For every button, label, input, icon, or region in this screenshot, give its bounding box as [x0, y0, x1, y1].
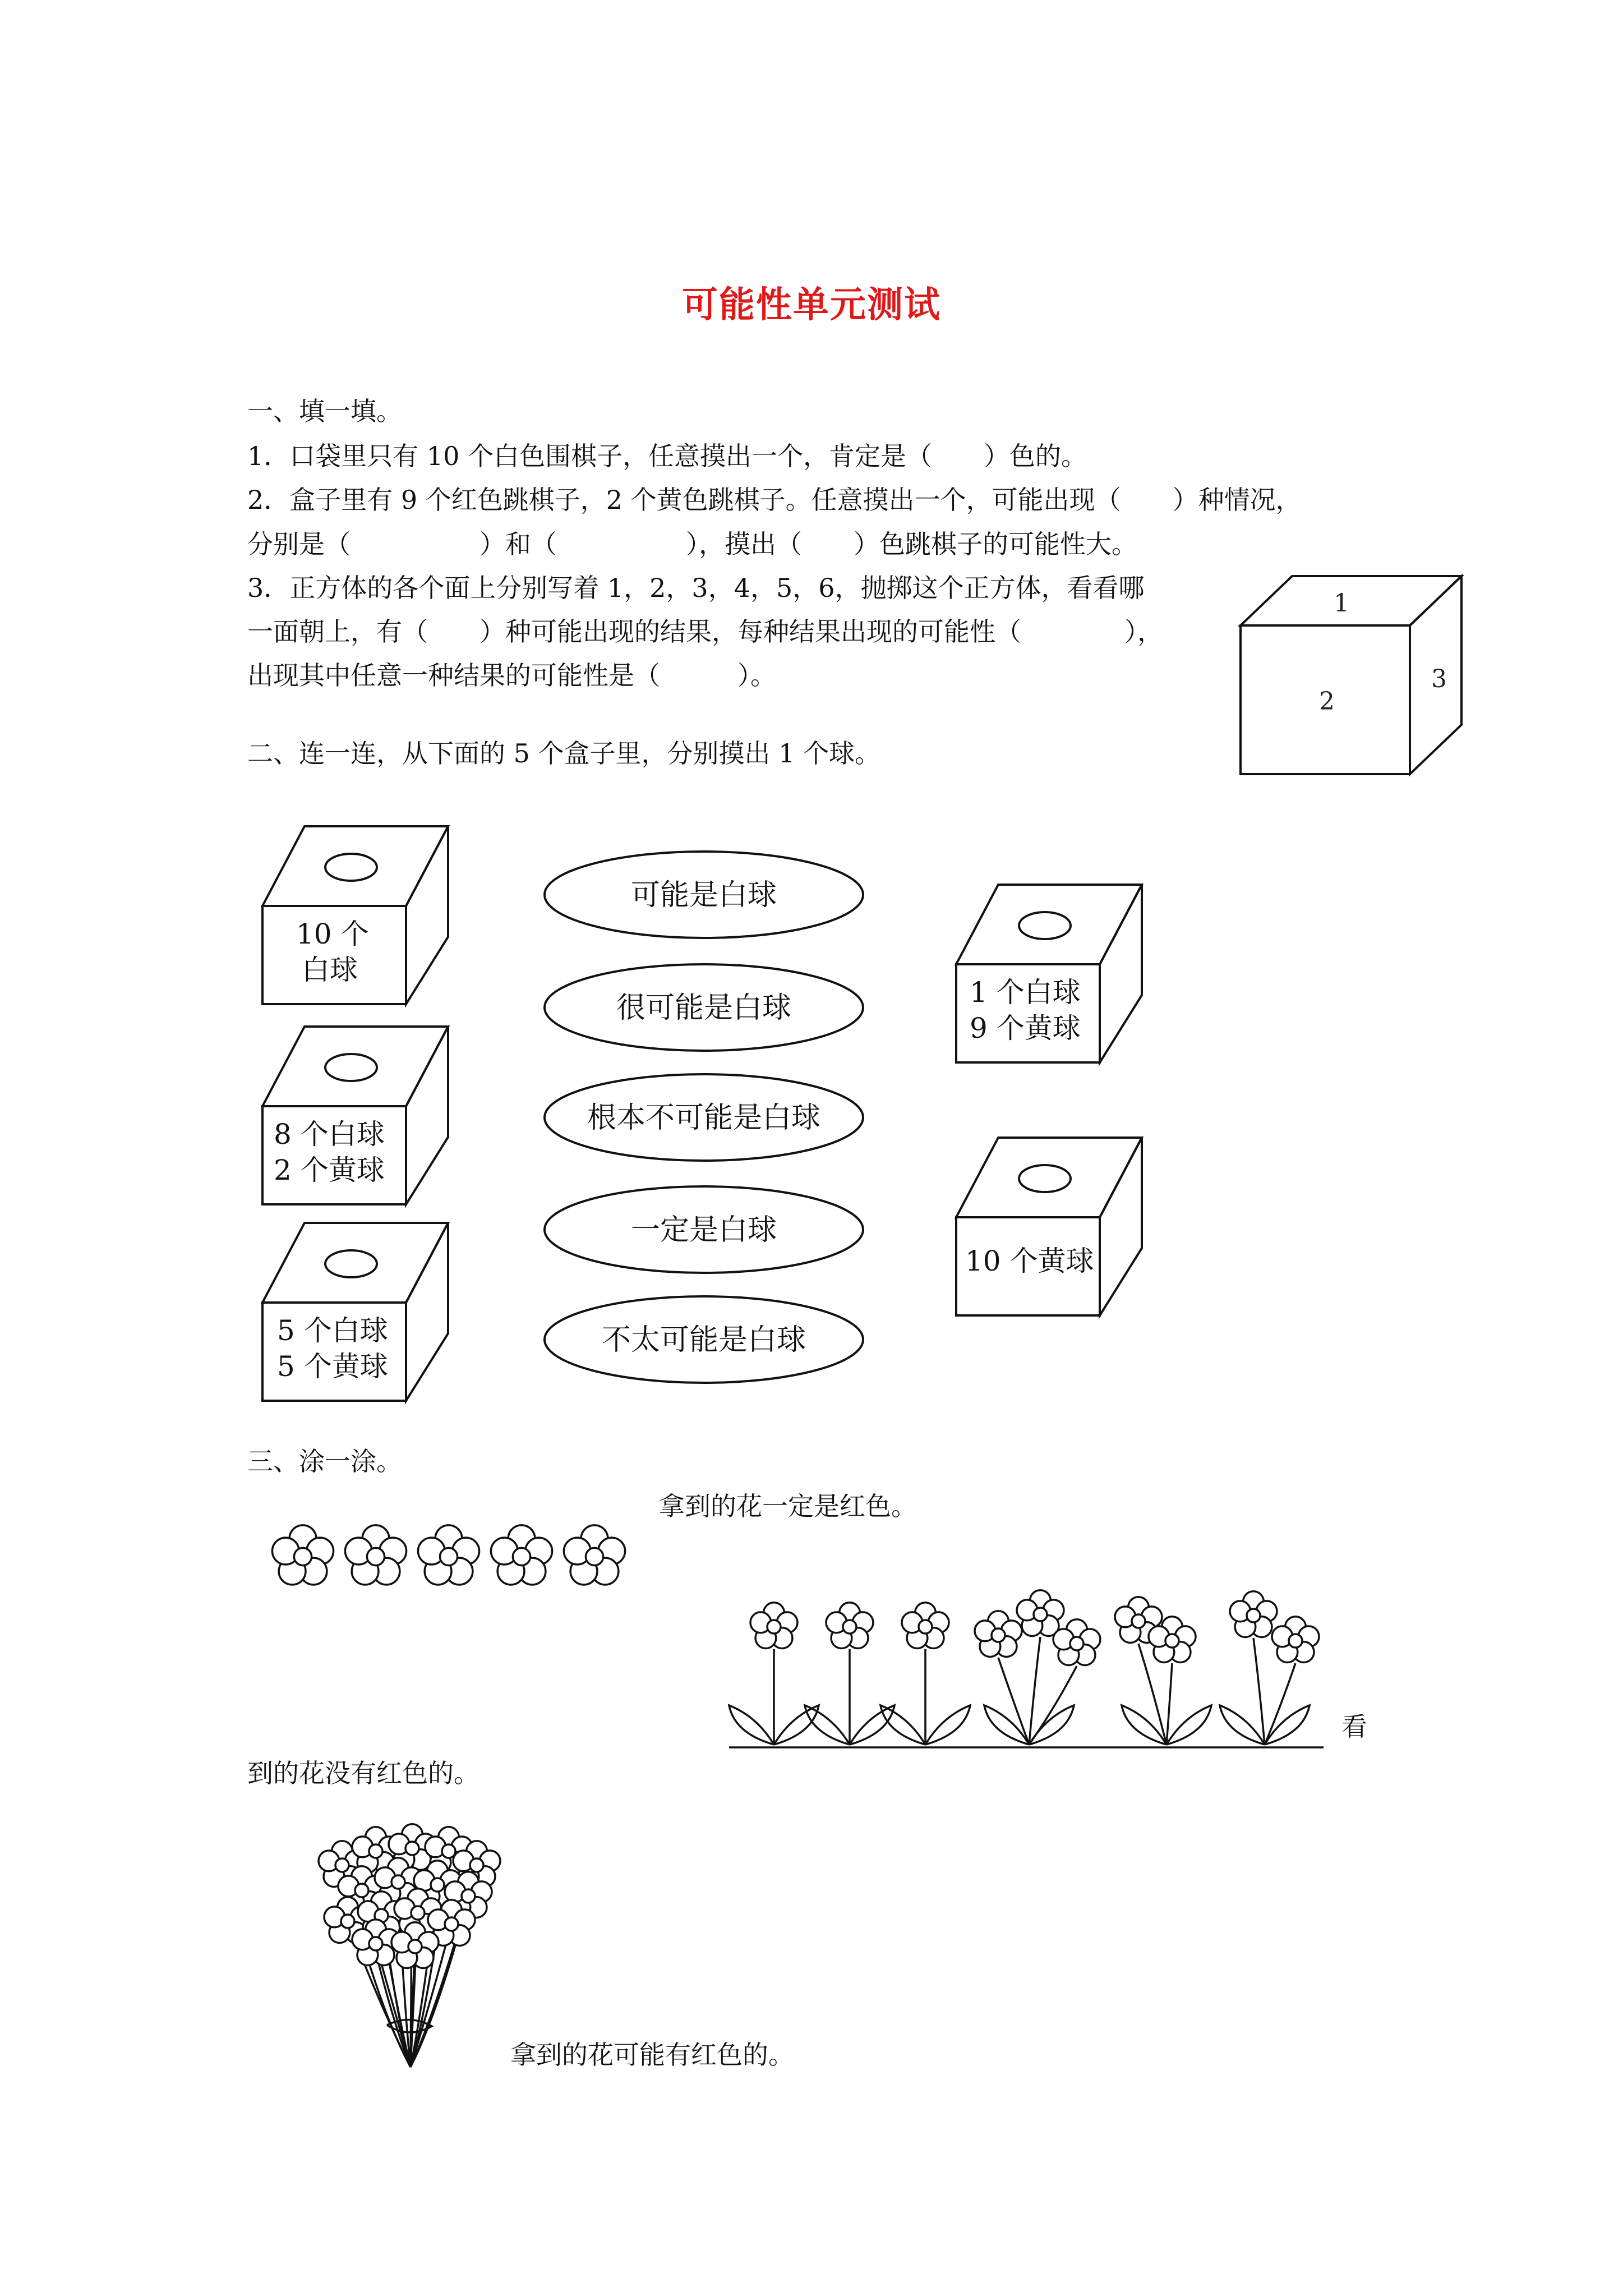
box-top — [956, 885, 1142, 964]
flower-stem — [1253, 1638, 1265, 1745]
question-3-line-3: 出现其中任意一种结果的可能性是（ ）。 — [247, 660, 776, 691]
flowers-with-stems-row — [723, 1593, 1329, 1756]
caption-all-red: 拿到的花一定是红色。 — [659, 1491, 917, 1521]
box-hole — [1019, 1165, 1071, 1192]
box-8-white-2-yellow — [261, 1025, 452, 1210]
flower-icon — [975, 1611, 1022, 1657]
box-side — [1100, 885, 1142, 1062]
caption-no-red-part-1: 看 — [1341, 1711, 1367, 1742]
flower-leaf — [850, 1705, 895, 1745]
cube-face-label-front: 2 — [1319, 687, 1335, 716]
box-side — [1100, 1138, 1142, 1315]
flower-leaf — [1166, 1705, 1211, 1745]
box-label-line-1: 1 个白球 — [970, 976, 1081, 1009]
box-label-line-2: 2 个黄球 — [274, 1154, 385, 1186]
box-top — [262, 826, 448, 906]
flower-heads-row — [269, 1520, 634, 1593]
cube-face-label-side: 3 — [1431, 665, 1447, 693]
oval-impossible-white — [541, 1071, 866, 1166]
section2-heading: 二、连一连，从下面的 5 个盒子里，分别摸出 1 个球。 — [247, 738, 881, 769]
question-1: 1．口袋里只有 10 个白色围棋子，任意摸出一个，肯定是（ ）色的。 — [247, 441, 1087, 471]
box-label-line-1: 10 个黄球 — [965, 1245, 1094, 1277]
flower-icon — [750, 1603, 797, 1649]
box-hole — [325, 1054, 377, 1081]
flower-leaf — [925, 1705, 970, 1745]
flower-stem — [1029, 1637, 1040, 1745]
box-label-line-2: 5 个黄球 — [277, 1350, 388, 1383]
box-label-line-2: 9 个黄球 — [970, 1012, 1081, 1045]
flower-leaf — [1122, 1705, 1166, 1745]
flower-icon — [1230, 1591, 1277, 1637]
box-side — [406, 826, 448, 1004]
flower-icon — [826, 1603, 873, 1649]
box-5-white-5-yellow — [261, 1221, 452, 1406]
box-label-line-1: 5 个白球 — [277, 1314, 388, 1347]
flower-icon — [418, 1525, 479, 1585]
flower-leaf — [1220, 1705, 1265, 1745]
question-3-line-2: 一面朝上，有（ ）种可能出现的结果，每种结果出现的可能性（ ）， — [247, 616, 1163, 647]
flower-leaf — [729, 1705, 774, 1745]
flower-stem — [998, 1658, 1029, 1745]
box-hole — [1019, 912, 1071, 939]
flower-icon — [1053, 1619, 1100, 1665]
page-title: 可能性单元测试 — [682, 284, 941, 326]
box-top — [956, 1138, 1142, 1217]
cube-top-face — [1241, 576, 1461, 625]
oval-label: 一定是白球 — [630, 1213, 777, 1247]
oval-label: 很可能是白球 — [616, 991, 792, 1025]
section1-heading: 一、填一填。 — [247, 396, 402, 426]
box-label-line-1: 10 个 — [296, 918, 369, 950]
box-hole — [325, 1250, 377, 1277]
section3-heading: 三、涂一涂。 — [247, 1446, 402, 1476]
box-label-line-2: 白球 — [302, 954, 358, 986]
oval-label: 可能是白球 — [630, 878, 777, 912]
flower-icon — [902, 1603, 949, 1649]
question-2-line-2: 分别是（ ）和（ ），摸出（ ）色跳棋子的可能性大。 — [247, 529, 1137, 559]
flower-icon — [491, 1525, 552, 1585]
flower-icon — [272, 1525, 333, 1585]
caption-no-red-part-2: 到的花没有红色的。 — [247, 1758, 479, 1788]
oval-label: 根本不可能是白球 — [587, 1101, 821, 1135]
flower-icon — [564, 1525, 625, 1585]
box-10-white — [261, 825, 452, 1010]
question-2-line-1: 2．盒子里有 9 个红色跳棋子，2 个黄色跳棋子。任意摸出一个，可能出现（ ）种情况， — [247, 485, 1302, 515]
box-1-white-9-yellow — [955, 883, 1146, 1068]
flower-icon — [345, 1525, 406, 1585]
oval-possibly-white — [541, 848, 866, 944]
box-10-yellow — [955, 1136, 1146, 1321]
box-side — [406, 1027, 448, 1204]
box-top — [262, 1027, 448, 1106]
oval-certainly-white — [541, 1183, 866, 1278]
box-side — [406, 1223, 448, 1401]
flower-leaf — [805, 1705, 850, 1745]
oval-label: 不太可能是白球 — [601, 1323, 806, 1357]
question-3-line-1: 3．正方体的各个面上分别写着 1，2，3，4，5，6，抛掷这个正方体，看看哪 — [247, 573, 1145, 603]
flower-bouquet — [308, 1818, 510, 2076]
flower-icon — [1272, 1617, 1319, 1663]
flower-leaf — [880, 1705, 925, 1745]
box-top — [262, 1223, 448, 1303]
oval-very-likely-white — [541, 961, 866, 1056]
flower-leaf — [774, 1705, 819, 1745]
flower-icon — [1017, 1590, 1064, 1636]
number-cube-figure — [1234, 569, 1469, 783]
box-label-line-1: 8 个白球 — [274, 1118, 385, 1151]
caption-maybe-red: 拿到的花可能有红色的。 — [510, 2040, 794, 2070]
oval-unlikely-white — [541, 1293, 866, 1388]
box-hole — [325, 854, 377, 881]
flower-stem — [1166, 1663, 1172, 1745]
cube-face-label-top: 1 — [1334, 589, 1349, 618]
flower-leaf — [1265, 1705, 1310, 1745]
